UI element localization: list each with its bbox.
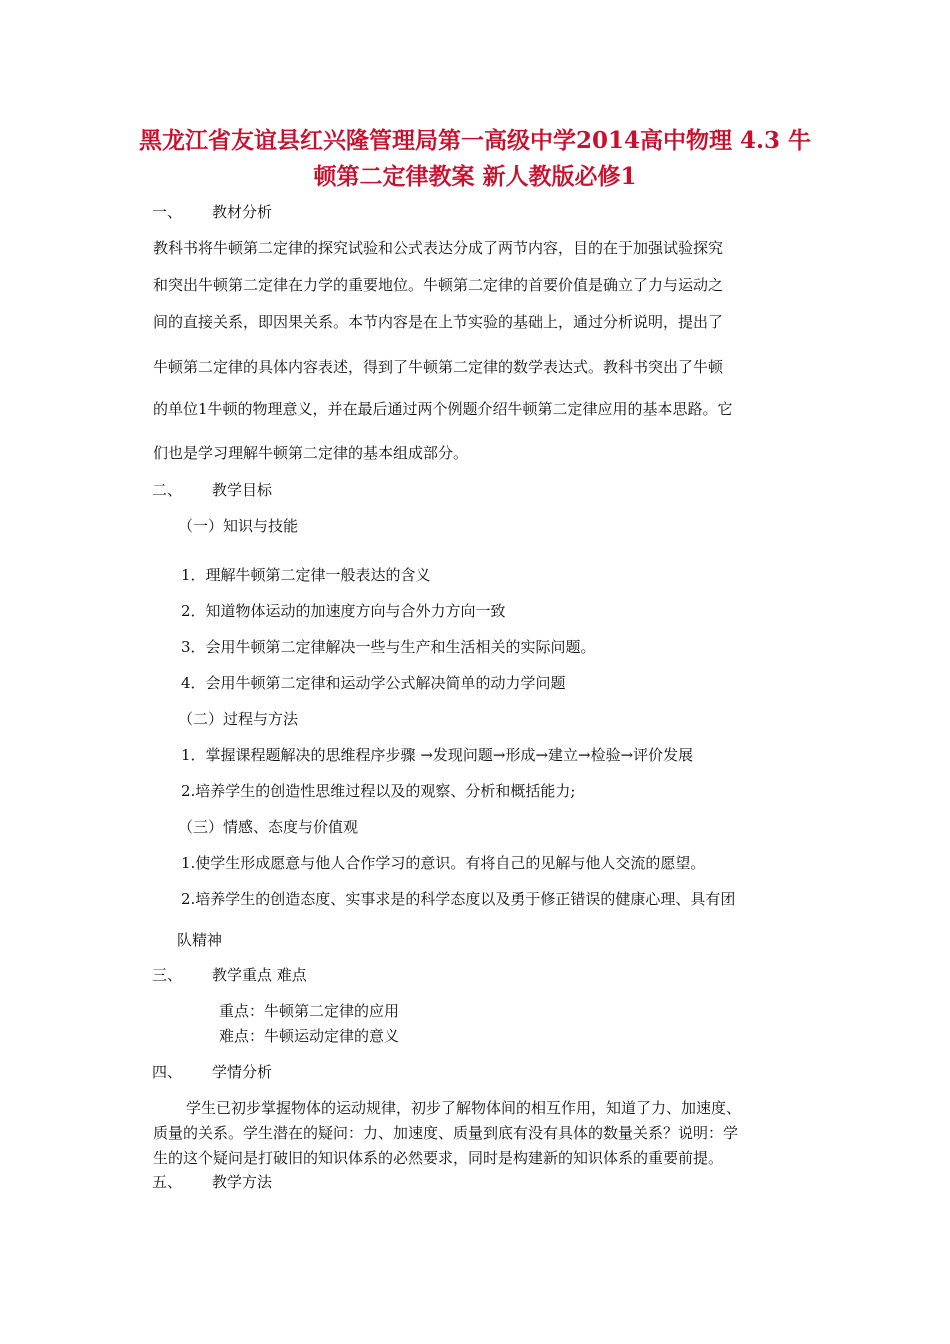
list-item: 2．知道物体运动的加速度方向与合外力方向一致 (181, 602, 506, 620)
paragraph-line: 们也是学习理解牛顿第二定律的基本组成部分。 (153, 444, 469, 462)
subsection-heading: （一）知识与技能 (178, 517, 299, 535)
list-item-continuation: 队精神 (177, 931, 223, 949)
paragraph-line: 牛顿第二定律的具体内容表述，得到了牛顿第二定律的数学表达式。教科书突出了牛顿 (153, 358, 724, 376)
list-item: 1.使学生形成愿意与他人合作学习的意识。有将自己的见解与他人交流的愿望。 (181, 854, 706, 872)
section-label: 教学目标 (212, 481, 273, 499)
section-number: 二、 (152, 481, 183, 499)
section-heading-1 (152, 201, 272, 222)
list-item: 1．掌握课程题解决的思维程序步骤 →发现问题→形成→建立→检验→评价发展 (181, 746, 694, 764)
document-title-line-1: 黑龙江省友谊县红兴隆管理局第一高级中学2014高中物理 4.3 牛 (138, 127, 812, 154)
paragraph-line: 质量的关系。学生潜在的疑问：力、加速度、质量到底有没有具体的数量关系？说明：学 (153, 1124, 739, 1142)
subsection-heading: （二）过程与方法 (178, 710, 299, 728)
section-heading-2 (152, 479, 272, 500)
section-label: 教材分析 (212, 203, 273, 221)
paragraph-line: 学生已初步掌握物体的运动规律，初步了解物体间的相互作用，知道了力、加速度、 (186, 1099, 742, 1117)
list-item: 2.培养学生的创造态度、实事求是的科学态度以及勇于修正错误的健康心理、具有团 (181, 890, 736, 908)
paragraph-line: 和突出牛顿第二定律在力学的重要地位。牛顿第二定律的首要价值是确立了力与运动之 (153, 276, 724, 294)
list-item: 1．理解牛顿第二定律一般表达的含义 (181, 566, 431, 584)
paragraph-line: 间的直接关系，即因果关系。本节内容是在上节实验的基础上，通过分析说明，提出了 (153, 313, 724, 331)
subsection-heading: （三）情感、态度与价值观 (178, 818, 359, 836)
paragraph-line: 教科书将牛顿第二定律的探究试验和公式表达分成了两节内容，目的在于加强试验探究 (153, 239, 724, 257)
section-number: 三、 (152, 966, 183, 984)
list-item: 3．会用牛顿第二定律解决一些与生产和生活相关的实际问题。 (181, 638, 596, 656)
section-heading-4 (152, 1061, 272, 1082)
section-label: 学情分析 (212, 1063, 273, 1081)
paragraph-line: 的单位1牛顿的物理意义，并在最后通过两个例题介绍牛顿第二定律应用的基本思路。它 (153, 400, 733, 418)
section-number: 五、 (152, 1173, 183, 1191)
paragraph-line: 生的这个疑问是打破旧的知识体系的必然要求，同时是构建新的知识体系的重要前提。 (153, 1149, 724, 1167)
difficult-point: 难点：牛顿运动定律的意义 (219, 1027, 400, 1045)
list-item: 4．会用牛顿第二定律和运动学公式解决简单的动力学问题 (181, 674, 566, 692)
section-label: 教学重点 难点 (212, 966, 307, 984)
section-heading-5 (152, 1171, 272, 1192)
section-label: 教学方法 (212, 1173, 273, 1191)
section-number: 四、 (152, 1063, 183, 1081)
section-number: 一、 (152, 203, 183, 221)
section-heading-3 (152, 964, 307, 985)
list-item: 2.培养学生的创造性思维过程以及的观察、分析和概括能力; (181, 782, 576, 800)
key-point: 重点：牛顿第二定律的应用 (219, 1002, 400, 1020)
document-title-line-2: 顿第二定律教案 新人教版必修1 (313, 163, 637, 190)
